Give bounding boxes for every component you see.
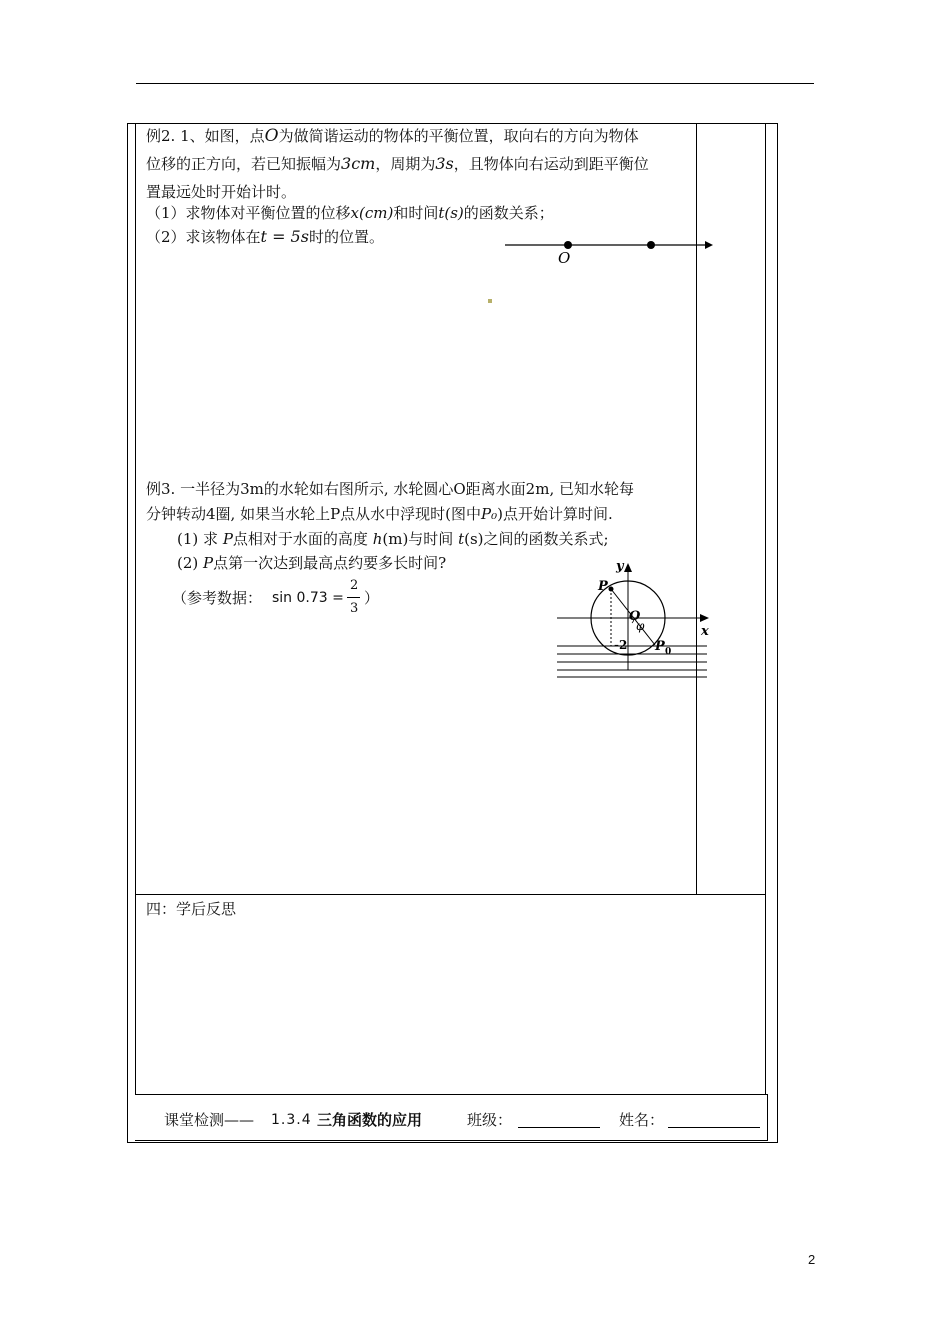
footer-check-label: 课堂检测—— [164, 1111, 255, 1129]
footer-check-title: 三角函数的应用 [317, 1111, 423, 1129]
example3-figure-label-o: O [629, 609, 641, 624]
example3-line2-p0: P₀ [481, 505, 498, 523]
example3-question1 [177, 529, 609, 549]
footer-bottom-line [135, 1140, 767, 1141]
example3-line1: 例3. 一半径为3m的水轮如右图所示, 水轮圆心O距离水面2m, 已知水轮每 [146, 480, 634, 498]
table-left-border [127, 123, 128, 1143]
example3-figure-label-p: P [598, 579, 608, 594]
example3-line2-a: 分钟转动4圈, 如果当水轮上P点从水中浮现时(图中 [146, 505, 482, 523]
example3-figure-label-x: x [701, 624, 709, 639]
header-rule [136, 83, 814, 84]
section4-title: 四：学后反思 [146, 900, 237, 918]
example3-line2-b: )点开始计算时间. [497, 505, 613, 523]
example2-q1-t: t(s) [438, 204, 464, 222]
example2-q2-t: t = 5s [260, 227, 309, 246]
example2-q1-b: 和时间 [393, 204, 439, 222]
example2-q1-x: x(cm) [350, 204, 394, 222]
example2-line3: 置最远处时开始计时。 [146, 183, 297, 201]
example3-q2-a: (2) [177, 554, 199, 572]
example3-ref-numerator: 2 [350, 578, 359, 593]
example3-line2 [146, 504, 613, 524]
example3-q2-b: 点第一次达到最高点约要多长时间? [213, 554, 447, 572]
footer-class-blank[interactable] [518, 1127, 600, 1128]
example2-q2-b: 时的位置。 [308, 228, 384, 246]
example2-q1-a: （1）求物体对平衡位置的位移 [146, 204, 351, 222]
example2-line2-b: ，周期为 [375, 155, 436, 173]
example3-q1-p: P [222, 530, 233, 548]
footer-name-label: 姓名： [619, 1111, 665, 1129]
example3-figure-label-p0: P [655, 639, 665, 654]
example2-number-line-figure [500, 232, 715, 267]
example2-line2 [146, 154, 649, 174]
example2-figure-label-o: O [558, 249, 571, 267]
example2-line1-b: 为做简谐运动的物体的平衡位置，取向右的方向为物体 [278, 127, 639, 145]
example2-line1-a: 例2. 1、如图，点 [146, 127, 265, 145]
example2-point-o: O [264, 126, 279, 146]
content-left-line [135, 123, 136, 1095]
example2-line2-a: 位移的正方向，若已知振幅为 [146, 155, 342, 173]
footer-class-label: 班级： [467, 1111, 513, 1129]
table-bottom-border [127, 1142, 778, 1143]
example2-question1 [146, 203, 554, 223]
example3-q1-h: h [372, 530, 383, 548]
footer-top-line [135, 1094, 767, 1095]
example3-q1-b: 点相对于水面的高度 [232, 530, 368, 548]
example3-figure-label-y: y [616, 559, 624, 574]
example2-amplitude: 3cm [341, 154, 376, 173]
example3-q2-p: P [203, 554, 214, 572]
example2-line1 [146, 126, 639, 146]
example3-q1-c: (m)与时间 [382, 530, 454, 548]
example3-ref-fraction-bar [347, 597, 360, 598]
example3-water-wheel-figure [552, 558, 717, 688]
example3-figure-label-p0-sub: 0 [665, 647, 672, 657]
example2-question2 [146, 227, 384, 247]
example3-q1-t: t [458, 530, 465, 548]
example2-line2-c: ，且物体向右运动到距平衡位 [453, 155, 649, 173]
section-divider [135, 894, 766, 895]
example2-q1-c: 的函数关系； [463, 204, 554, 222]
footer-right-line [767, 1094, 768, 1141]
example3-question2 [177, 553, 446, 573]
footer-name-blank[interactable] [668, 1127, 760, 1128]
content-right-line [765, 123, 766, 1095]
example3-q1-a: (1) 求 [177, 530, 219, 548]
example3-ref-sin: sin 0.73 = [272, 590, 344, 606]
table-top-border [127, 123, 778, 124]
example3-q1-d: (s)之间的函数关系式; [464, 530, 609, 548]
page-number: 2 [808, 1252, 816, 1267]
example2-period: 3s [435, 154, 454, 173]
footer-check-number: 1.3.4 [271, 1112, 312, 1128]
stray-dot [488, 299, 492, 303]
example3-figure-label-neg2: -2 [614, 638, 628, 652]
example3-ref-a: （参考数据： [172, 589, 263, 607]
table-right-border [777, 123, 778, 1143]
example3-ref-denominator: 3 [350, 601, 359, 616]
example3-ref-b: ） [364, 589, 380, 607]
example2-q2-a: （2）求该物体在 [146, 228, 261, 246]
example3-figure-label-phi: φ [636, 619, 645, 633]
